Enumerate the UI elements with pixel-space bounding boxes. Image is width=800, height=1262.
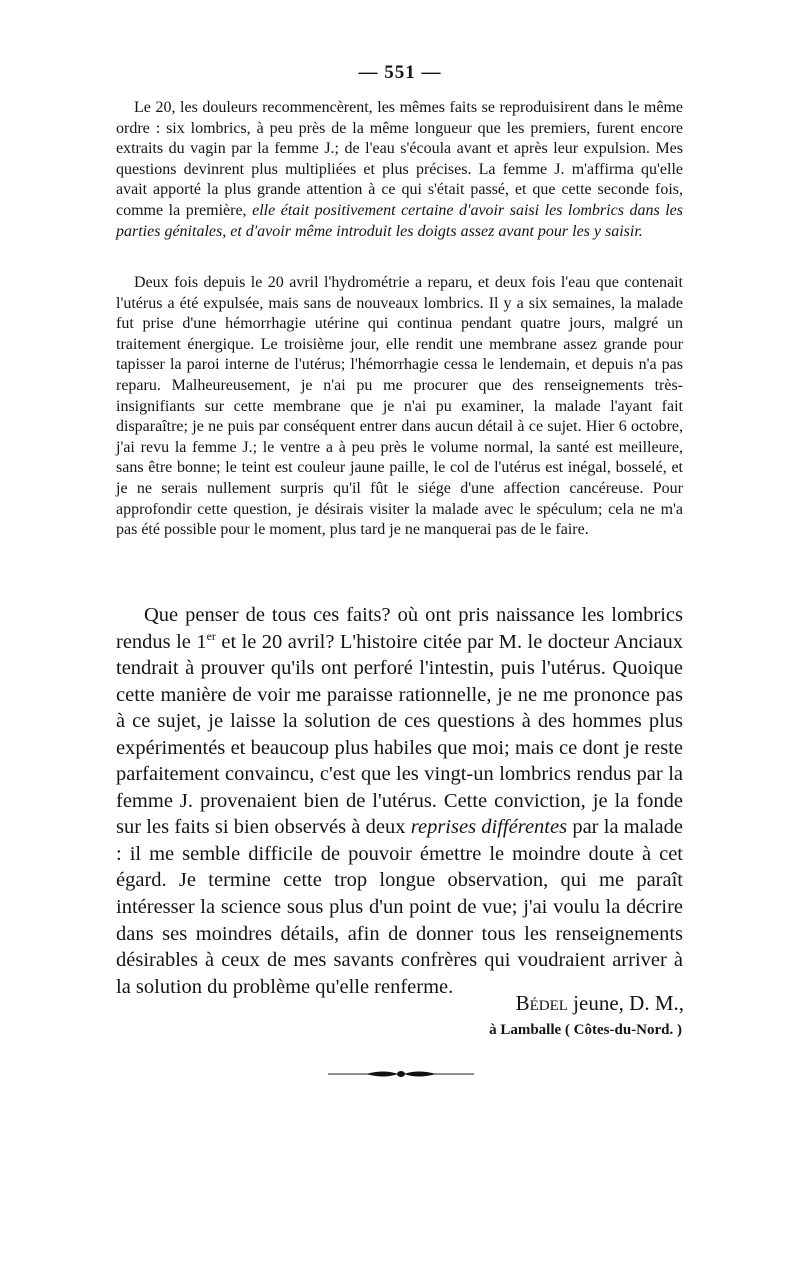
author-location: à Lamballe ( Côtes-du-Nord. ) [489, 1022, 682, 1038]
author-surname: Bédel [515, 991, 568, 1015]
paragraph-1 [116, 98, 683, 242]
ordinal-superscript: er [206, 628, 216, 643]
conclusion-text-3: par la malade : il me semble difficile de pouvoir émettre le moindre doute à cet égard. Je termine cette trop longue observation, qui me paraît intéresser la science sous plus d'un point de vue; j'ai voulu la décrire dans ses moindres détails, afin de donner tous les renseignements désirables à ceux de mes savants confrères qui voudraient arriver à la solution du problème qu'elle renferme. [116, 816, 683, 998]
conclusion-text-1: Que penser de tous ces faits? où ont pris naissance les lombrics rendus le 1 [116, 604, 683, 653]
author-signature [400, 991, 684, 1016]
paragraph-1-text: Le 20, les douleurs recommencèrent, les mêmes faits se reproduisirent dans le même ordre : six lombrics, à peu près de la même longueur que les premiers, furent encore extraits du vagin par la femme J.; de l'eau s'écoula avant et après leur expulsion. Mes questions devinrent plus multipliées et plus précises. La femme J. m'affirma qu'elle avait apporté la plus grande attention à ce qui s'était passé, et que cette seconde fois, comme la première, [116, 99, 683, 219]
conclusion-text-2: et le 20 avril? L'histoire citée par M. le docteur Anciaux tendrait à prouver qu'ils ont perforé l'intestin, puis l'utérus. Quoique cette manière de voir me paraisse rationnelle, je ne me prononce pas à ce sujet, je laisse la solution de ces questions à des hommes plus expérimentés et beaucoup plus habiles que moi; mais ce dont je reste parfaitement convaincu, c'est que les vingt-un lombrics rendus par la femme J. provenaient bien de l'utérus. Cette conviction, je la fonde sur les faits si bien observés à deux [116, 630, 683, 839]
paragraph-2-text: Deux fois depuis le 20 avril l'hydrométrie a reparu, et deux fois l'eau que contenait l'utérus a été expulsée, mais sans de nouveaux lombrics. Il y a six semaines, la malade fut prise d'une hémorrhagie utérine qui continua pendant quatre jours, malgré un traitement énergique. Le troisième jour, elle rendit une membrane assez grande pour tapisser la paroi interne de l'utérus; l'hémorrhagie cessa le lendemain, et depuis n'a pas reparu. Malheureusement, je n'ai pu me procurer que des renseignements très-insignifiants sur cette membrane que je n'ai pu examiner, la malade l'ayant fait disparaître; je ne puis par conséquent entrer dans aucun détail à ce sujet. Hier 6 octobre, j'ai revu la femme J.; le ventre a à peu près le volume normal, la santé est meilleure, sans être bonne; le teint est couleur jaune paille, le col de l'utérus est inégal, bosselé, et je ne serais nullement surpris qu'il fût le siége d'une affection cancéreuse. Pour approfondir cette question, je désirais visiter la malade avec le spéculum; cela ne m'a pas été possible pour le moment, plus tard je ne manquerai pas de le faire. [116, 274, 683, 539]
conclusion-italic: reprises différentes [410, 816, 568, 839]
paragraph-2 [116, 273, 683, 541]
ornament-divider [326, 1068, 476, 1080]
page-number: — 551 — [358, 62, 442, 83]
paragraph-1-italic: elle était positivement certaine d'avoir saisi les lombrics dans les parties génitales, et d'avoir même introduit les doigts assez avant pour les y saisir. [116, 201, 683, 240]
conclusion-paragraph [116, 602, 683, 1000]
author-title: jeune, D. M., [567, 991, 684, 1015]
